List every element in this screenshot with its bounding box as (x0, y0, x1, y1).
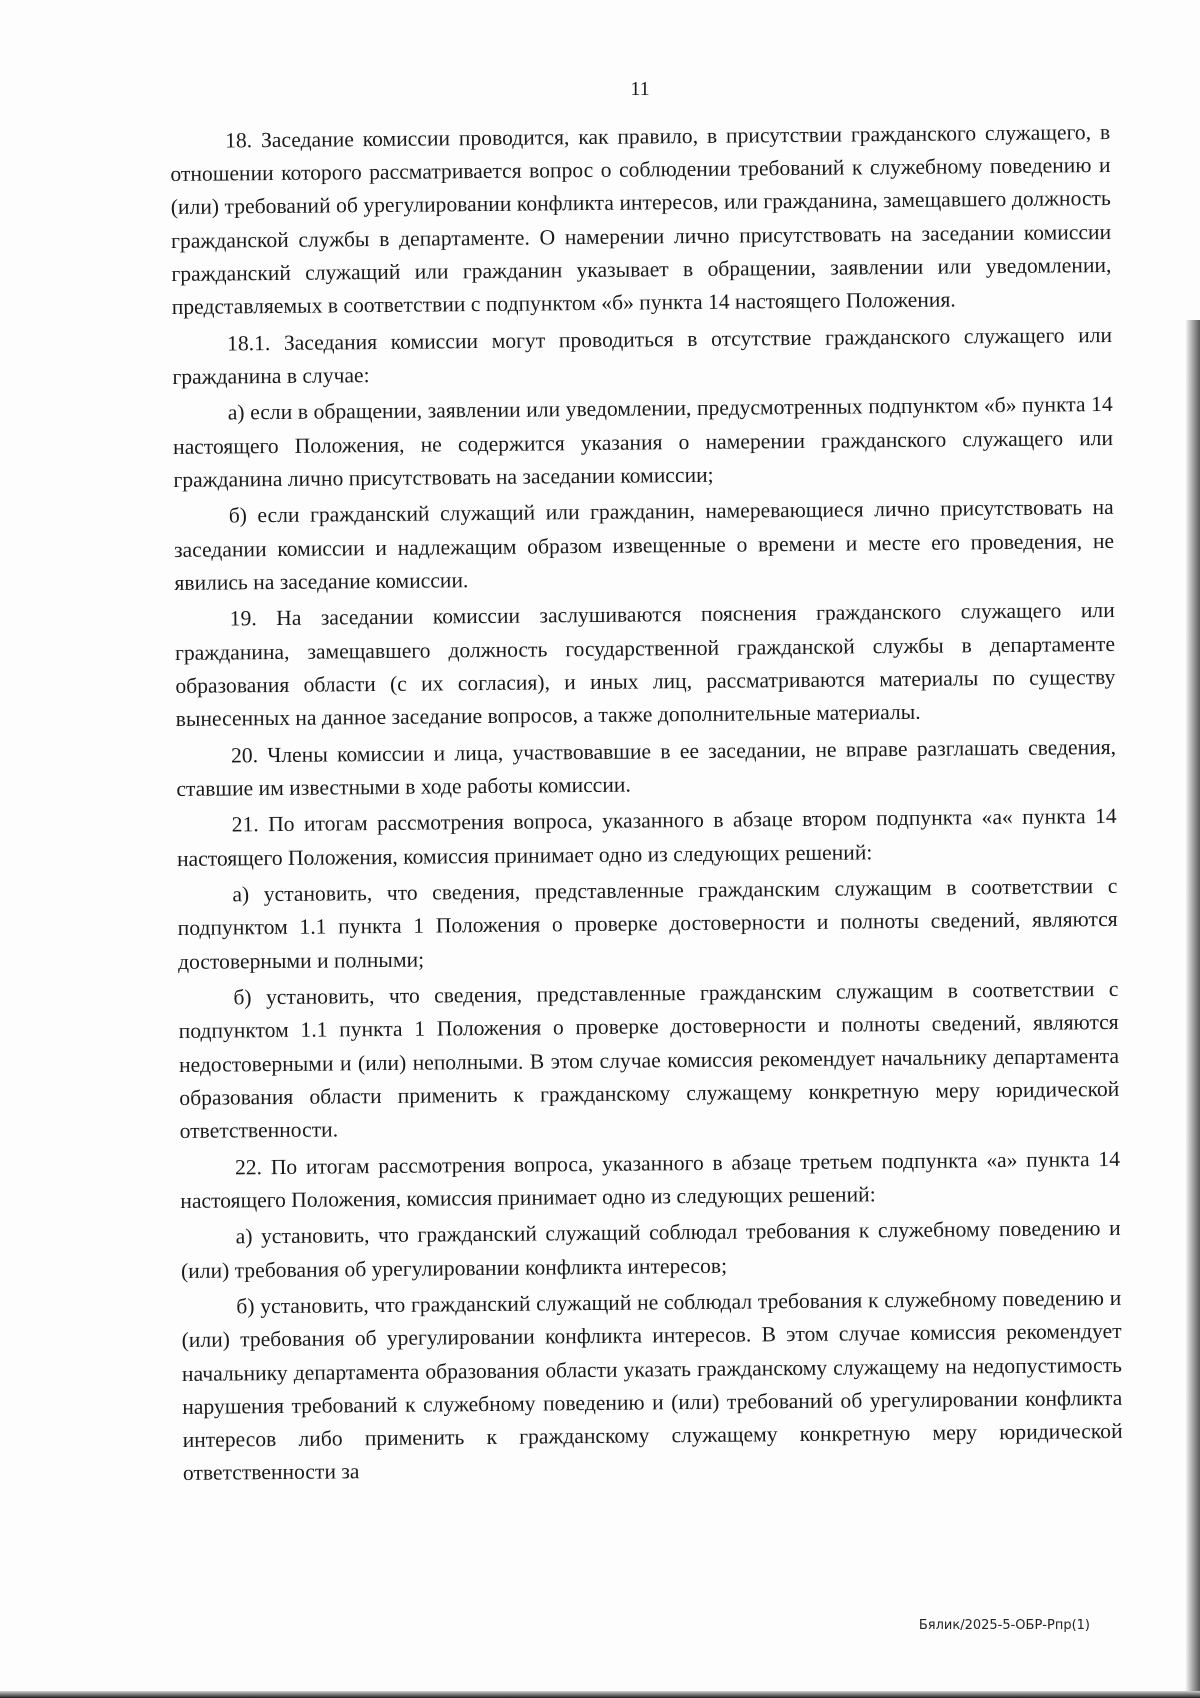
page-number: 11 (630, 78, 650, 100)
paragraph-21: 21. По итогам рассмотрения вопроса, указанного в абзаце втором подпункта «а« пункта 14 настоящего Положения, комиссия принимает одно из следующих решений: (176, 804, 1117, 871)
paragraph-21-b: б) установить, что сведения, представленные гражданским служащим в соответствии с подпунктом 1.1 пункта 1 Положения о проверке достоверности и полноты сведений, являются недостоверными и (или) неполными. В этом случае комиссия рекомендует начальнику департамента образования области применить к гражданскому служащему конкретную меру юридической ответственности. (178, 977, 1120, 1143)
paragraph-18-1-b: б) если гражданский служащий или гражданин, намеревающиеся лично присутствовать на заседании комиссии и надлежащим образом извещенные о времени и месте его проведения, не явились на заседание комиссии. (173, 495, 1115, 595)
document-registration-code: Бялик/2025-5-ОБР-Рпр(1) (918, 1618, 1090, 1633)
paragraph-18: 18. Заседание комиссии проводится, как правило, в присутствии гражданского служащего, в отношении которого рассматривается вопрос о соблюдении требований к служебному поведению и (или) требований об урегулировании конфликта интересов, или гражданина, замещавшего должность гражданской службы в департаменте. О намерении лично присутствовать на заседании комиссии гражданский служащий или гражданин указывает в обращении, заявлении или уведомлении, представляемых в соответствии с подпунктом «б» пункта 14 настоящего Положения. (170, 119, 1112, 320)
paragraph-18-1-a: а) если в обращении, заявлении или уведомлении, предусмотренных подпунктом «б» пункта 14 настоящего Положения, не содержится указания о намерении гражданского служащего или гражданина лично присутствовать на заседании комиссии; (172, 392, 1114, 492)
scan-edge-shadow (1186, 320, 1200, 1698)
document-body (170, 116, 1123, 1494)
paragraph-22-a: а) установить, что гражданский служащий соблюдал требования к служебному поведению и (или) требования об урегулировании конфликта интересов; (180, 1216, 1121, 1283)
paragraph-18-1: 18.1. Заседания комиссии могут проводиться в отсутствие гражданского служащего или гражданина в случае: (172, 322, 1113, 389)
paragraph-19: 19. На заседании комиссии заслушиваются пояснения гражданского служащего или гражданина, замещавшего должность государственной гражданской службы в департаменте образования области (с их согласия), и иных лиц, рассматриваются материалы по существу вынесенных на данное заседание вопросов, а также дополнительные материалы. (174, 598, 1116, 731)
scan-bottom-edge (0, 1691, 1200, 1698)
paragraph-21-a: а) установить, что сведения, представленные гражданским служащим в соответствии с подпунктом 1.1 пункта 1 Положения о проверке достоверности и полноты сведений, являются достоверными и полными; (177, 874, 1118, 974)
paragraph-22-b: б) установить, что гражданский служащий не соблюдал требования к служебному поведению и (или) требования об урегулировании конфликта интересов. В этом случае комиссия рекомендует начальнику департамента образования области указать гражданскому служащему на недопустимость нарушения требований к служебному поведению и (или) требований об урегулировании конфликта интересов либо применить к гражданскому служащему конкретную меру юридической ответственности за (181, 1286, 1123, 1486)
paragraph-20: 20. Члены комиссии и лица, участвовавшие в ее заседании, не вправе разглашать сведения, ставшие им известными в ходе работы комиссии. (176, 734, 1117, 801)
paragraph-22: 22. По итогам рассмотрения вопроса, указанного в абзаце третьем подпункта «а» пункта 14 настоящего Положения, комиссия принимает одно из следующих решений: (180, 1146, 1121, 1213)
